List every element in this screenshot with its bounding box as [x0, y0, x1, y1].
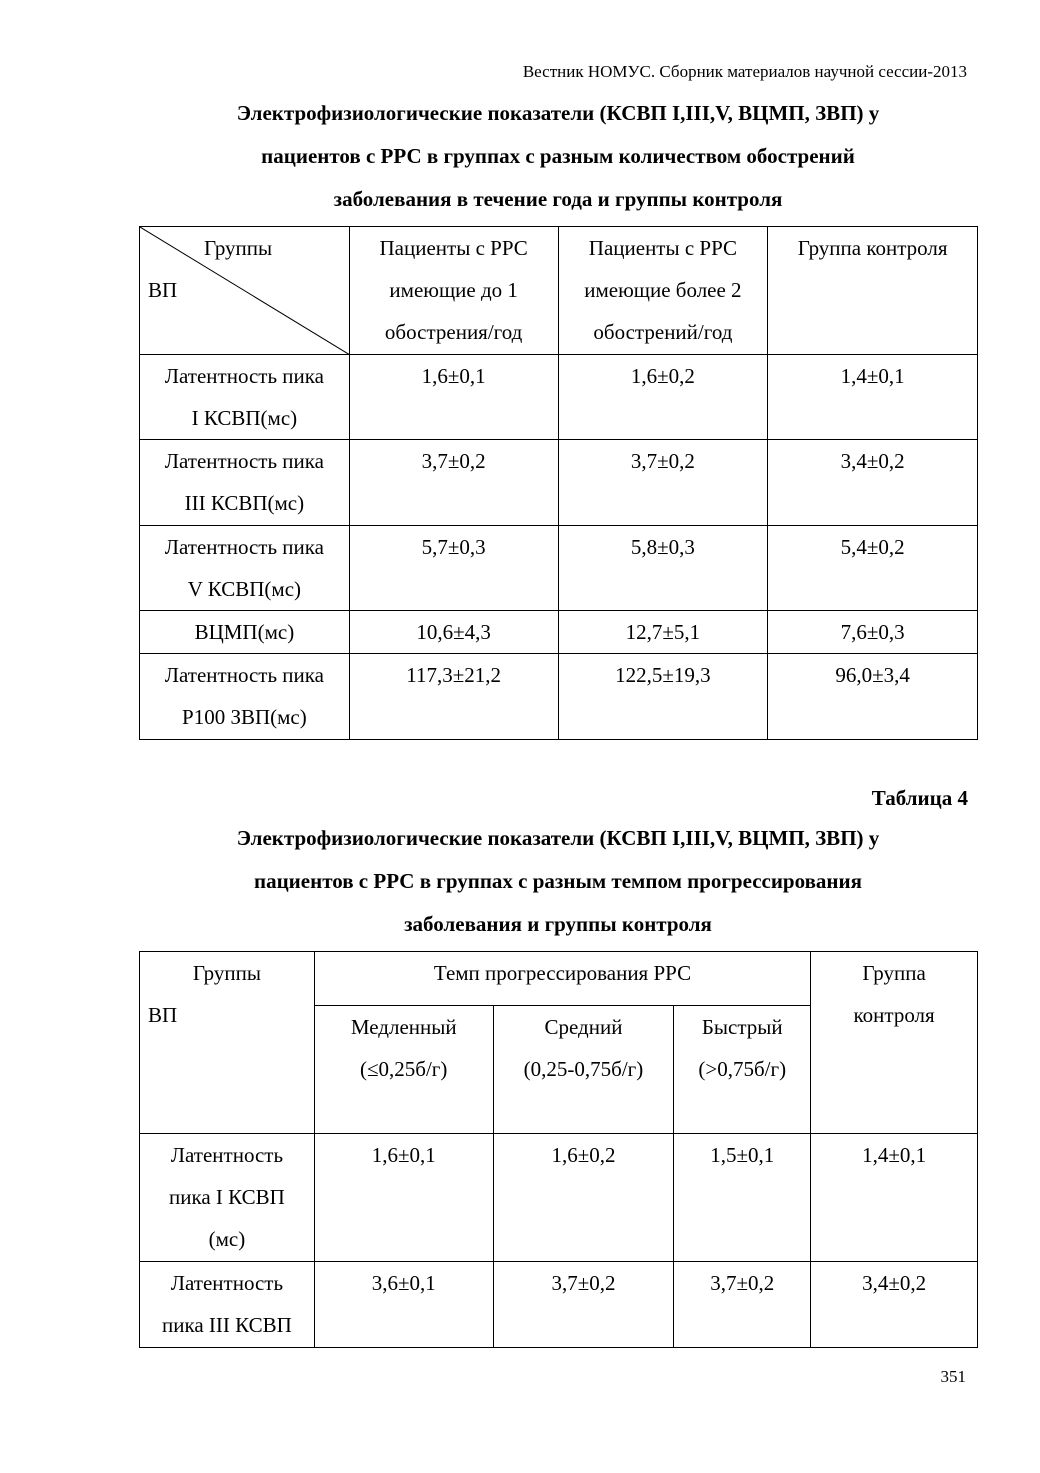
- label-line: Латентность пика: [164, 663, 324, 687]
- header-line: Группа контроля: [797, 236, 948, 260]
- header-line: имеющие до 1: [389, 278, 518, 302]
- group-header: Темп прогрессирования РРС: [314, 952, 810, 1006]
- table1-col-header: [349, 227, 558, 355]
- table1-header-row: [140, 227, 978, 355]
- header-line: Пациенты с РРС: [588, 236, 738, 260]
- table1-corner-cell: [140, 227, 350, 355]
- table-cell: 3,4±0,2: [811, 1262, 978, 1348]
- label-line: Латентность: [170, 1271, 284, 1295]
- table-cell: 10,6±4,3: [349, 611, 558, 654]
- table-cell: 1,6±0,1: [349, 355, 558, 440]
- table1-col-header: [558, 227, 768, 355]
- table2: [139, 951, 978, 1348]
- corner-vp-label: ВП: [148, 1003, 178, 1027]
- control-header: [811, 952, 978, 1134]
- row-label: [140, 355, 350, 440]
- table1-caption-line3: заболевания в течение года и группы контроля: [333, 187, 783, 211]
- table-cell: 1,4±0,1: [768, 355, 978, 440]
- table-cell: 3,7±0,2: [674, 1262, 811, 1348]
- label-line: Латентность: [170, 1143, 284, 1167]
- table-cell: 3,7±0,2: [349, 440, 558, 526]
- table1: [139, 226, 978, 740]
- table-cell: 1,6±0,1: [314, 1134, 493, 1262]
- header-line: (≤0,25б/г): [360, 1057, 448, 1081]
- table-row: [140, 440, 978, 526]
- label-line: (мс): [208, 1227, 246, 1251]
- table-cell: 12,7±5,1: [558, 611, 768, 654]
- table-cell: 3,4±0,2: [768, 440, 978, 526]
- table-cell: 3,7±0,2: [558, 440, 768, 526]
- table-row: [140, 1134, 978, 1262]
- row-label: [140, 654, 350, 740]
- table-row: [140, 526, 978, 611]
- header-line: (0,25-0,75б/г): [523, 1057, 644, 1081]
- header-line: (>0,75б/г): [698, 1057, 787, 1081]
- table-cell: 5,7±0,3: [349, 526, 558, 611]
- header-line: Пациенты с РРС: [379, 236, 528, 260]
- row-label: [140, 611, 350, 654]
- table2-label: Таблица 4: [871, 786, 968, 810]
- table1-caption-line1: Электрофизиологические показатели (КСВП I,III,V, ВЦМП, ЗВП) у: [236, 101, 880, 125]
- table2-caption-line1: Электрофизиологические показатели (КСВП I,III,V, ВЦМП, ЗВП) у: [236, 826, 880, 850]
- table1-col-header: [768, 227, 978, 355]
- table2-header-row: [140, 952, 978, 1006]
- running-head: Вестник НОМУС. Сборник материалов научной сессии-2013: [522, 62, 967, 81]
- row-label: [140, 526, 350, 611]
- header-line: Средний: [544, 1015, 623, 1039]
- table-cell: 122,5±19,3: [558, 654, 768, 740]
- label-line: I КСВП(мс): [191, 406, 298, 430]
- header-line: Быстрый: [701, 1015, 783, 1039]
- table1-caption-line2: пациентов с РРС в группах с разным количеством обострений: [261, 144, 855, 168]
- table-cell: 5,8±0,3: [558, 526, 768, 611]
- table-cell: 117,3±21,2: [349, 654, 558, 740]
- subcolumn-header: [674, 1006, 811, 1134]
- subcolumn-header: [493, 1006, 674, 1134]
- table-cell: 3,7±0,2: [493, 1262, 674, 1348]
- corner-groups-label: Группы: [192, 961, 261, 985]
- header-line: Группа: [862, 961, 926, 985]
- table-cell: 96,0±3,4: [768, 654, 978, 740]
- table-cell: 3,6±0,1: [314, 1262, 493, 1348]
- subcolumn-header: [314, 1006, 493, 1134]
- label-line: Р100 ЗВП(мс): [182, 705, 307, 729]
- corner-groups-label: Группы: [204, 236, 273, 260]
- label-line: ВЦМП(мс): [194, 620, 295, 644]
- header-line: Медленный: [350, 1015, 457, 1039]
- table-row: [140, 654, 978, 740]
- table2-caption-line3: заболевания и группы контроля: [404, 912, 712, 936]
- table-row: [140, 355, 978, 440]
- corner-vp-label: ВП: [148, 278, 178, 302]
- table-row: [140, 611, 978, 654]
- label-line: пика III КСВП: [162, 1313, 292, 1337]
- header-line: имеющие более 2: [584, 278, 742, 302]
- row-label: [140, 1262, 315, 1348]
- label-line: пика I КСВП: [168, 1185, 285, 1209]
- table-cell: 7,6±0,3: [768, 611, 978, 654]
- label-line: Латентность пика: [164, 364, 324, 388]
- table-cell: 5,4±0,2: [768, 526, 978, 611]
- label-line: III КСВП(мс): [184, 491, 305, 515]
- row-label: [140, 440, 350, 526]
- label-line: V КСВП(мс): [187, 577, 302, 601]
- label-line: Латентность пика: [164, 535, 324, 559]
- header-line: обострения/год: [384, 320, 523, 344]
- table-row: [140, 1262, 978, 1348]
- table-cell: 1,6±0,2: [558, 355, 768, 440]
- table2-corner-cell: [140, 952, 315, 1134]
- table2-caption-line2: пациентов с РРС в группах с разным темпом прогрессирования: [253, 869, 862, 893]
- header-line: обострений/год: [593, 320, 733, 344]
- label-line: Латентность пика: [164, 449, 324, 473]
- row-label: [140, 1134, 315, 1262]
- header-line: контроля: [853, 1003, 935, 1027]
- table-cell: 1,6±0,2: [493, 1134, 674, 1262]
- table-cell: 1,5±0,1: [674, 1134, 811, 1262]
- page-number: 351: [940, 1367, 966, 1386]
- table-cell: 1,4±0,1: [811, 1134, 978, 1262]
